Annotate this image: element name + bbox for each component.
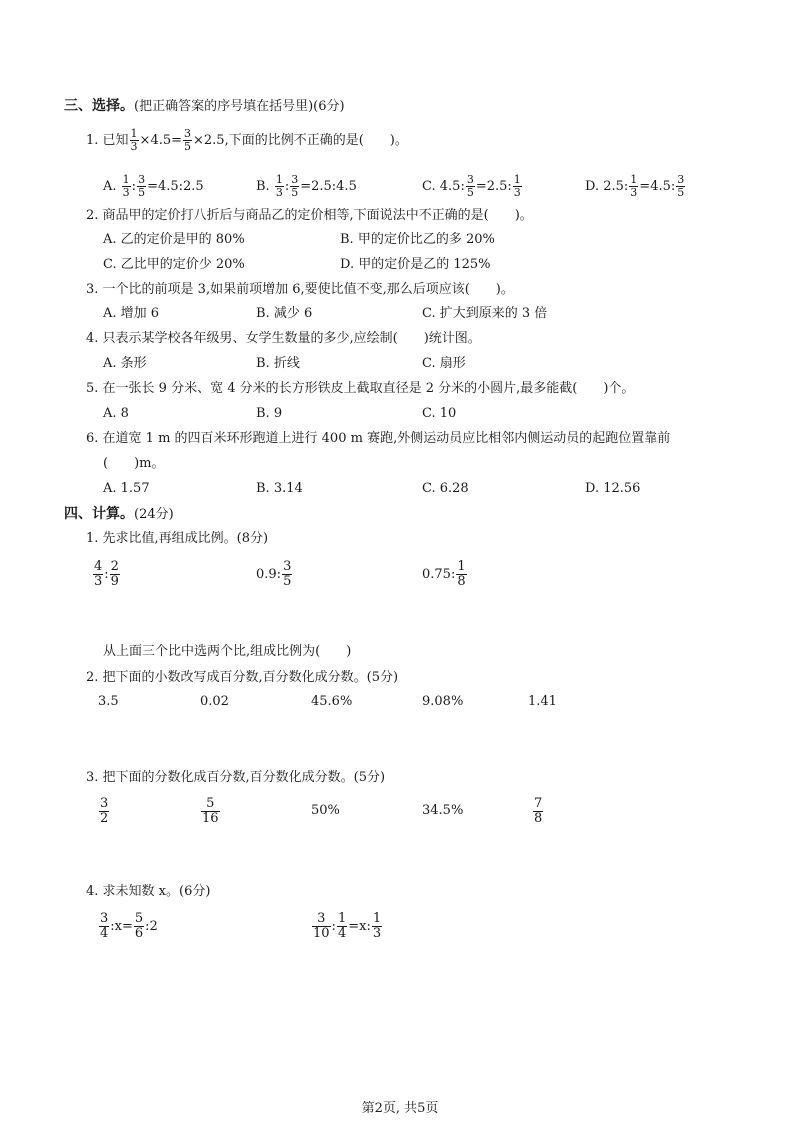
q5-option-b[interactable]: B. 9	[256, 406, 283, 421]
q6-option-b[interactable]: B. 3.14	[256, 481, 303, 496]
q3-option-c[interactable]: C. 扩大到原来的 3 倍	[422, 306, 548, 321]
page-number: 第2页, 共5页	[361, 1101, 439, 1116]
q1-fraction-2: $\frac{3}{5}$	[184, 127, 192, 153]
q6-option-a[interactable]: A. 1.57	[103, 481, 150, 496]
section-3-heading	[64, 98, 345, 115]
q2-option-b[interactable]: B. 甲的定价比乙的多 20%	[340, 232, 495, 247]
q3-option-b[interactable]: B. 减少 6	[256, 306, 313, 321]
calc-q1-expr-2: 0.9: $\frac{3}{5}$	[256, 559, 292, 589]
q6-option-d[interactable]: D. 12.56	[585, 481, 641, 496]
q1-lead: 1. 已知	[86, 133, 129, 148]
q2-option-d[interactable]: D. 甲的定价是乙的 125%	[340, 257, 491, 272]
q5-option-c[interactable]: C. 10	[422, 406, 457, 421]
q5-option-a[interactable]: A. 8	[103, 406, 129, 421]
question-5-stem: 5. 在一张长 9 分米、宽 4 分米的长方形铁皮上截取直径是 2 分米的小圆片,最多能截( )个。	[86, 381, 635, 396]
q1-fraction-1: $\frac{1}{3}$	[130, 127, 138, 153]
calc-q3-fraction-1: $\frac{3}{2}$	[100, 796, 109, 826]
calc-q3-percent-2: 34.5%	[422, 803, 464, 818]
calc-q2-item: 0.02	[200, 694, 229, 709]
question-6-stem-cont: ( )m。	[103, 456, 165, 471]
calc-q4-equation-2: $\frac{3}{10}$ : $\frac{1}{4}$ =x: $\frac{1}{3}$	[313, 911, 382, 941]
q3-option-a[interactable]: A. 增加 6	[103, 306, 160, 321]
q1-mid-1: ×4.5=	[139, 133, 183, 148]
calc-q3-stem: 3. 把下面的分数化成百分数,百分数化成分数。(5分)	[86, 770, 386, 785]
q1-mid-2: ×2.5,下面的比例不正确的是( )。	[193, 133, 408, 148]
section-3-note: (把正确答案的序号填在括号里)(6分)	[134, 99, 345, 114]
calc-q1-expr-1: $\frac{4}{3}$ : $\frac{2}{9}$	[94, 559, 119, 589]
q4-option-b[interactable]: B. 折线	[256, 356, 300, 371]
calc-q2-item: 45.6%	[311, 694, 353, 709]
calc-q2-item: 1.41	[528, 694, 557, 709]
q6-option-c[interactable]: C. 6.28	[422, 481, 469, 496]
calc-q1-stem: 1. 先求比值,再组成比例。(8分)	[86, 531, 269, 546]
q4-option-a[interactable]: A. 条形	[103, 356, 147, 371]
calc-q3-percent-1: 50%	[311, 803, 340, 818]
calc-q4-stem: 4. 求未知数 x。(6分)	[86, 884, 211, 899]
q4-option-c[interactable]: C. 扇形	[422, 356, 466, 371]
calc-q1-expr-3: 0.75: $\frac{1}{8}$	[422, 559, 466, 589]
calc-q2-stem: 2. 把下面的小数改写成百分数,百分数化成分数。(5分)	[86, 670, 399, 685]
question-6-stem: 6. 在道宽 1 m 的四百米环形跑道上进行 400 m 赛跑,外侧运动员应比相邻内侧运动员的起跑位置靠前	[86, 431, 671, 446]
question-4-stem: 4. 只表示某学校各年级男、女学生数量的多少,应绘制( )统计图。	[86, 331, 481, 346]
question-2-stem: 2. 商品甲的定价打八折后与商品乙的定价相等,下面说法中不正确的是( )。	[86, 208, 533, 223]
calc-q3-fraction-3: $\frac{7}{8}$	[534, 796, 543, 826]
question-1-stem	[86, 128, 408, 153]
q1-option-a[interactable]: A. $\frac{1}{3}$ : $\frac{3}{5}$ =4.5:2.5	[103, 173, 204, 199]
calc-q4-equation-1: $\frac{3}{4}$ :x= $\frac{5}{6}$ :2	[100, 911, 158, 941]
q1-option-d[interactable]: D. 2.5: $\frac{1}{3}$ =4.5: $\frac{3}{5}$	[585, 173, 685, 199]
q1-option-b[interactable]: B. $\frac{1}{3}$ : $\frac{3}{5}$ =2.5:4.5	[256, 173, 357, 199]
calc-q2-item: 9.08%	[422, 694, 464, 709]
q1-option-c[interactable]: C. 4.5: $\frac{3}{5}$ =2.5: $\frac{1}{3}$	[422, 173, 521, 199]
q2-option-c[interactable]: C. 乙比甲的定价少 20%	[103, 257, 245, 272]
q2-option-a[interactable]: A. 乙的定价是甲的 80%	[103, 232, 245, 247]
calc-q3-fraction-2: $\frac{5}{16}$	[202, 796, 219, 826]
section-4-note: (24分)	[134, 507, 174, 522]
calc-q2-item: 3.5	[98, 694, 119, 709]
section-4-heading	[64, 506, 174, 523]
section-3-title: 三、选择。	[64, 98, 134, 114]
question-3-stem: 3. 一个比的前项是 3,如果前项增加 6,要使比值不变,那么后项应该( )。	[86, 282, 514, 297]
calc-q1-compose: 从上面三个比中选两个比,组成比例为( )	[103, 644, 352, 659]
section-4-title: 四、计算。	[64, 506, 134, 522]
